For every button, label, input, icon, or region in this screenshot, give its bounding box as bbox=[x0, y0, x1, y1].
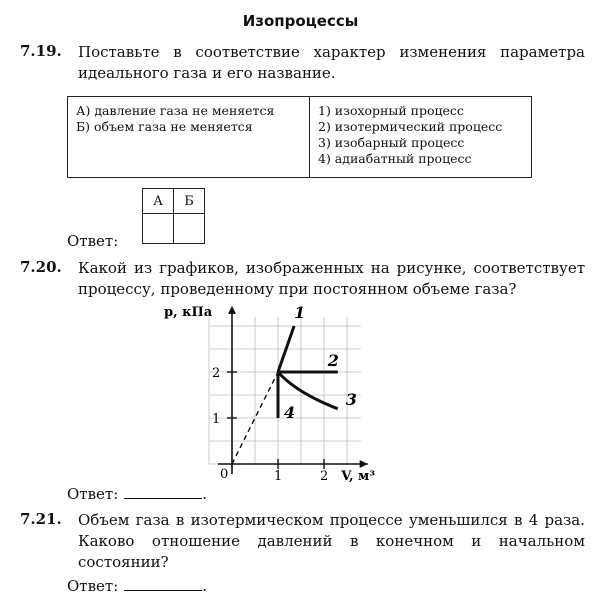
process-label-4: 4 bbox=[284, 403, 296, 422]
answer-row-7-20: Ответ: . bbox=[67, 485, 208, 503]
page-heading: Изопроцессы bbox=[242, 12, 359, 30]
answer-blank[interactable] bbox=[124, 576, 202, 591]
problem-7-20 bbox=[20, 258, 585, 300]
matching-left-column bbox=[68, 97, 310, 178]
y-tick-label: 1 bbox=[212, 412, 221, 427]
answer-cell-b[interactable] bbox=[174, 214, 205, 244]
x-axis-label: V, м³ bbox=[341, 469, 376, 484]
problem-number: 7.19. bbox=[20, 42, 62, 60]
problem-number: 7.21. bbox=[20, 510, 62, 528]
answer-blank[interactable] bbox=[124, 484, 202, 499]
matching-option-4: 4) адиабатный процесс bbox=[318, 151, 472, 166]
x-axis-arrow bbox=[360, 460, 368, 468]
matching-option-3: 3) изобарный процесс bbox=[318, 135, 465, 150]
x-tick-label: 2 bbox=[320, 469, 329, 484]
problem-7-19 bbox=[20, 42, 585, 84]
matching-item-a: А) давление газа не меняется bbox=[76, 103, 275, 118]
problem-7-21 bbox=[20, 510, 585, 573]
y-axis-arrow bbox=[228, 306, 236, 314]
answer-grid bbox=[142, 188, 205, 244]
answer-label-7-19: Ответ: bbox=[67, 232, 119, 250]
process-label-2: 2 bbox=[327, 351, 339, 370]
process-label-3: 3 bbox=[345, 389, 357, 409]
answer-header-b: Б bbox=[174, 189, 205, 214]
answer-label: Ответ: bbox=[67, 577, 119, 595]
origin-label: 0 bbox=[220, 467, 229, 482]
problem-text: Какой из графиков, изображенных на рисунке, соответствует процессу, проведенному при постоянном объеме газа? bbox=[78, 259, 585, 298]
problem-text: Объем газа в изотермическом процессе уменьшился в 4 раза. Каково отношение давлений в конечном и начальном состоянии? bbox=[78, 511, 585, 571]
answer-label: Ответ: bbox=[67, 485, 119, 503]
x-tick-label: 1 bbox=[274, 469, 283, 484]
matching-option-1: 1) изохорный процесс bbox=[318, 103, 464, 118]
problem-number: 7.20. bbox=[20, 258, 62, 276]
graph-labels bbox=[164, 303, 375, 484]
problem-text: Поставьте в соответствие характер изменения параметра идеального газа и его название. bbox=[78, 43, 585, 82]
answer-cell-a[interactable] bbox=[143, 214, 174, 244]
process-label-1: 1 bbox=[294, 303, 306, 322]
matching-table bbox=[67, 96, 532, 178]
pv-graph bbox=[160, 303, 390, 484]
y-tick-label: 2 bbox=[212, 366, 221, 381]
matching-right-column bbox=[310, 97, 532, 178]
y-axis-label: p, кПа bbox=[164, 304, 213, 320]
matching-item-b: Б) объем газа не меняется bbox=[76, 119, 253, 134]
answer-row-7-21: Ответ: . bbox=[67, 577, 208, 595]
matching-option-2: 2) изотермический процесс bbox=[318, 119, 503, 134]
answer-header-a: А bbox=[143, 189, 174, 214]
